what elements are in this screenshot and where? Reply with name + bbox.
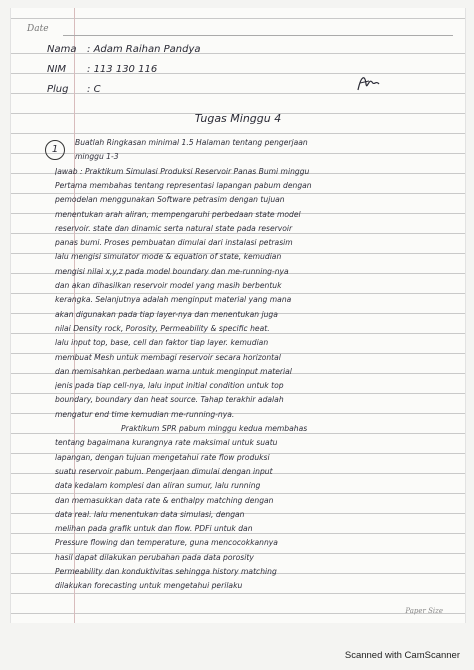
text-line: data real. lalu menentukan data simulasi, dengan bbox=[55, 509, 245, 519]
text-line: panas bumi. Proses pembuatan dimulai dari instalasi petrasim bbox=[55, 238, 293, 248]
plug-label: Plug bbox=[47, 84, 69, 95]
plug-value: C bbox=[93, 84, 101, 95]
text-line: Permeability dan konduktivitas sehingga history matching bbox=[55, 567, 277, 576]
page-title: Tugas Minggu 4 bbox=[194, 112, 282, 125]
text-line: menentukan arah aliran, mempengaruhi perbedaan state model bbox=[55, 209, 301, 219]
text-line: dan akan dihasilkan reservoir model yang masih berbentuk bbox=[55, 281, 282, 290]
text-line: Pressure flowing dan temperature, guna mencocokkannya bbox=[55, 538, 278, 548]
text-line: dan memisahkan perbedaan warna untuk menginput material bbox=[55, 366, 292, 376]
text-line: Praktikum SPR pabum minggu kedua membahas bbox=[121, 424, 308, 433]
paper-size-label: Paper Size bbox=[405, 607, 443, 615]
notebook-page bbox=[10, 8, 466, 623]
text-line: dan memasukkan data rate & enthalpy matching dengan bbox=[55, 495, 274, 505]
date-label: Date bbox=[27, 24, 49, 34]
text-line: mengatur end time kemudian me-running-nya. bbox=[55, 409, 235, 419]
text-line: pemodelan menggunakan Software petrasim dengan tujuan bbox=[55, 195, 285, 205]
text-line: melihan pada grafik untuk dan flow. PDFi untuk dan bbox=[55, 524, 253, 534]
text-line: membuat Mesh untuk membagi reservoir secara horizontal bbox=[55, 352, 281, 362]
text-line: minggu 1-3 bbox=[75, 152, 119, 162]
nim-label: NIM bbox=[47, 64, 67, 75]
text-line: dilakukan forecasting untuk mengetahui perilaku bbox=[55, 581, 243, 591]
text-line: jenis pada tiap cell-nya, lalu input initial condition untuk top bbox=[55, 381, 284, 391]
text-line: nilai Density rock, Porosity, Permeability & specific heat. bbox=[55, 323, 270, 333]
signature bbox=[355, 72, 381, 94]
text-line: data kedalam komplesi dan aliran sumur, lalu running bbox=[55, 481, 261, 491]
text-line: lalu input top, base, cell dan faktor tiap layer. kemudian bbox=[55, 338, 269, 348]
text-line: kerangka. Selanjutnya adalah menginput material yang mana bbox=[55, 295, 292, 305]
text-line: suatu reservoir pabum. Pengerjaan dimulai dengan input bbox=[55, 466, 273, 476]
text-line: Jawab : Praktikum Simulasi Produksi Reservoir Panas Bumi minggu bbox=[55, 166, 310, 176]
text-line: reservoir. state dan dinamic serta natural state pada reservoir bbox=[55, 223, 293, 233]
nim-field: NIM : 113 130 116 bbox=[47, 64, 158, 75]
text-line: Pertama membahas tentang representasi lapangan pabum dengan bbox=[55, 180, 312, 190]
text-line: lalu mengisi simulator mode & equation of state, kemudian bbox=[55, 252, 282, 262]
text-line: akan digunakan pada tiap layer-nya dan menentukan juga bbox=[55, 309, 278, 319]
question-number: 1 bbox=[45, 140, 65, 160]
name-field: Nama : Adam Raihan Pandya bbox=[47, 44, 201, 55]
name-value: Adam Raihan Pandya bbox=[93, 44, 201, 55]
text-line: tentang bagaimana kurangnya rate maksimal untuk suatu bbox=[55, 438, 278, 448]
text-line: Buatlah Ringkasan minimal 1.5 Halaman tentang pengerjaan bbox=[75, 138, 308, 147]
nim-value: 113 130 116 bbox=[93, 64, 158, 75]
text-line: hasil dapat dilakukan perubahan pada data porosity bbox=[55, 552, 254, 562]
scanner-watermark: Scanned with CamScanner bbox=[344, 650, 460, 661]
text-line: lapangan, dengan tujuan mengetahui rate flow produksi bbox=[55, 452, 270, 462]
date-line bbox=[63, 35, 453, 36]
name-label: Nama bbox=[47, 44, 77, 55]
text-line: boundary, boundary dan heat source. Tahap terakhir adalah bbox=[55, 395, 284, 405]
text-line: mengisi nilai x,y,z pada model boundary dan me-running-nya bbox=[55, 266, 289, 276]
plug-field: Plug : C bbox=[47, 84, 101, 95]
